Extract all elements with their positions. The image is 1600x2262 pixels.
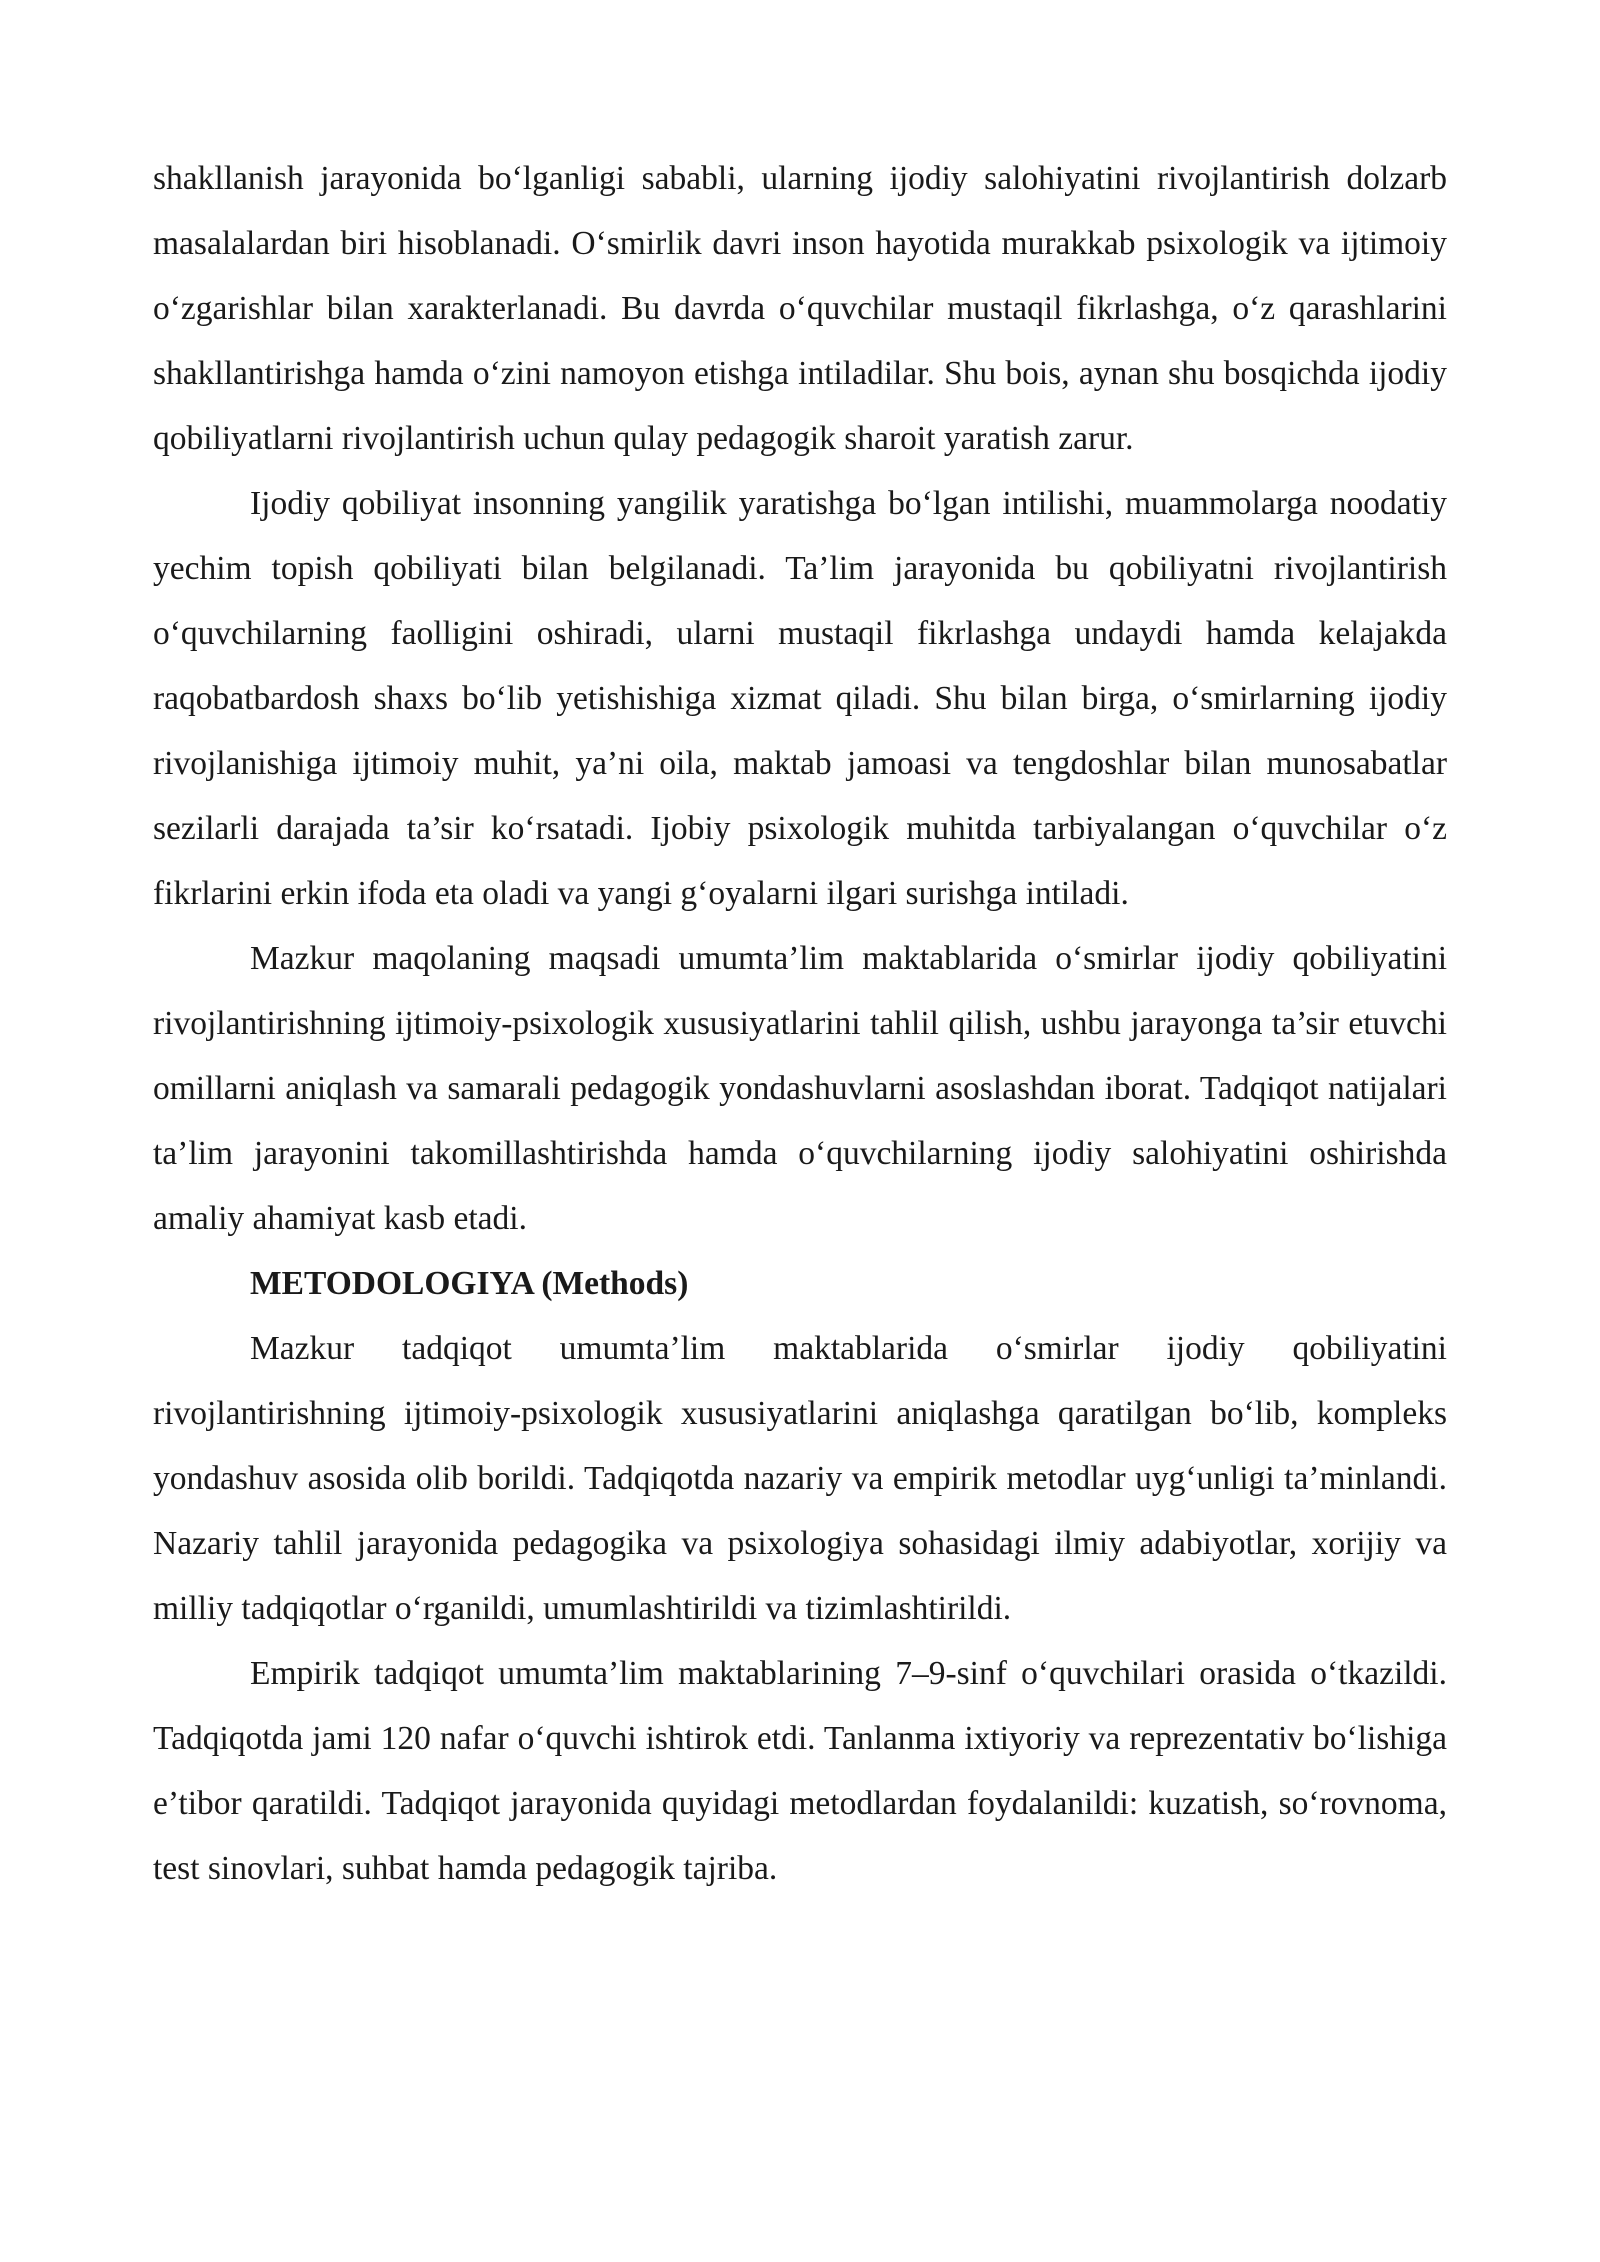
document-page <box>153 146 1447 1901</box>
section-heading-methods: METODOLOGIYA (Methods) <box>250 1265 689 1302</box>
paragraph-methods-overview: Mazkur tadqiqot umumta’lim maktablarida o‘smirlar ijodiy qobiliyatini rivojlantirishning ijtimoiy-psixologik xususiyatlarini aniqlashga qaratilgan bo‘lib, kompleks yondashuv asosida olib borildi. Tadqiqotda nazariy va empirik metodlar uyg‘unligi ta’minlandi. Nazariy tahlil jarayonida pedagogika va psixologiya sohasidagi ilmiy adabiyotlar, xorijiy va milliy tadqiqotlar o‘rganildi, umumlashtirildi va tizimlashtirildi. <box>153 1330 1447 1627</box>
paragraph-creative-ability: Ijodiy qobiliyat insonning yangilik yaratishga bo‘lgan intilishi, muammolarga noodatiy yechim topish qobiliyati bilan belgilanadi. Ta’lim jarayonida bu qobiliyatni rivojlantirish o‘quvchilarning faolligini oshiradi, ularni mustaqil fikrlashga undaydi hamda kelajakda raqobatbardosh shaxs bo‘lib yetishishiga xizmat qiladi. Shu bilan birga, o‘smirlarning ijodiy rivojlanishiga ijtimoiy muhit, ya’ni oila, maktab jamoasi va tengdoshlar bilan munosabatlar sezilarli darajada ta’sir ko‘rsatadi. Ijobiy psixologik muhitda tarbiyalangan o‘quvchilar o‘z fikrlarini erkin ifoda eta oladi va yangi g‘oyalarni ilgari surishga intiladi. <box>153 485 1447 912</box>
paragraph-article-purpose: Mazkur maqolaning maqsadi umumta’lim maktablarida o‘smirlar ijodiy qobiliyatini rivojlantirishning ijtimoiy-psixologik xususiyatlarini tahlil qilish, ushbu jarayonga ta’sir etuvchi omillarni aniqlash va samarali pedagogik yondashuvlarni asoslashdan iborat. Tadqiqot natijalari ta’lim jarayonini takomillashtirishda hamda o‘quvchilarning ijodiy salohiyatini oshirishda amaliy ahamiyat kasb etadi. <box>153 940 1447 1237</box>
paragraph-continued: shakllanish jarayonida bo‘lganligi sababli, ularning ijodiy salohiyatini rivojlantirish dolzarb masalalardan biri hisoblanadi. O‘smirlik davri inson hayotida murakkab psixologik va ijtimoiy o‘zgarishlar bilan xarakterlanadi. Bu davrda o‘quvchilar mustaqil fikrlashga, o‘z qarashlarini shakllantirishga hamda o‘zini namoyon etishga intiladilar. Shu bois, aynan shu bosqichda ijodiy qobiliyatlarni rivojlantirish uchun qulay pedagogik sharoit yaratish zarur. <box>153 160 1447 457</box>
paragraph-empirical-study: Empirik tadqiqot umumta’lim maktablarining 7–9-sinf o‘quvchilari orasida o‘tkazildi. Tadqiqotda jami 120 nafar o‘quvchi ishtirok etdi. Tanlanma ixtiyoriy va reprezentativ bo‘lishiga e’tibor qaratildi. Tadqiqot jarayonida quyidagi metodlardan foydalanildi: kuzatish, so‘rovnoma, test sinovlari, suhbat hamda pedagogik tajriba. <box>153 1655 1447 1887</box>
